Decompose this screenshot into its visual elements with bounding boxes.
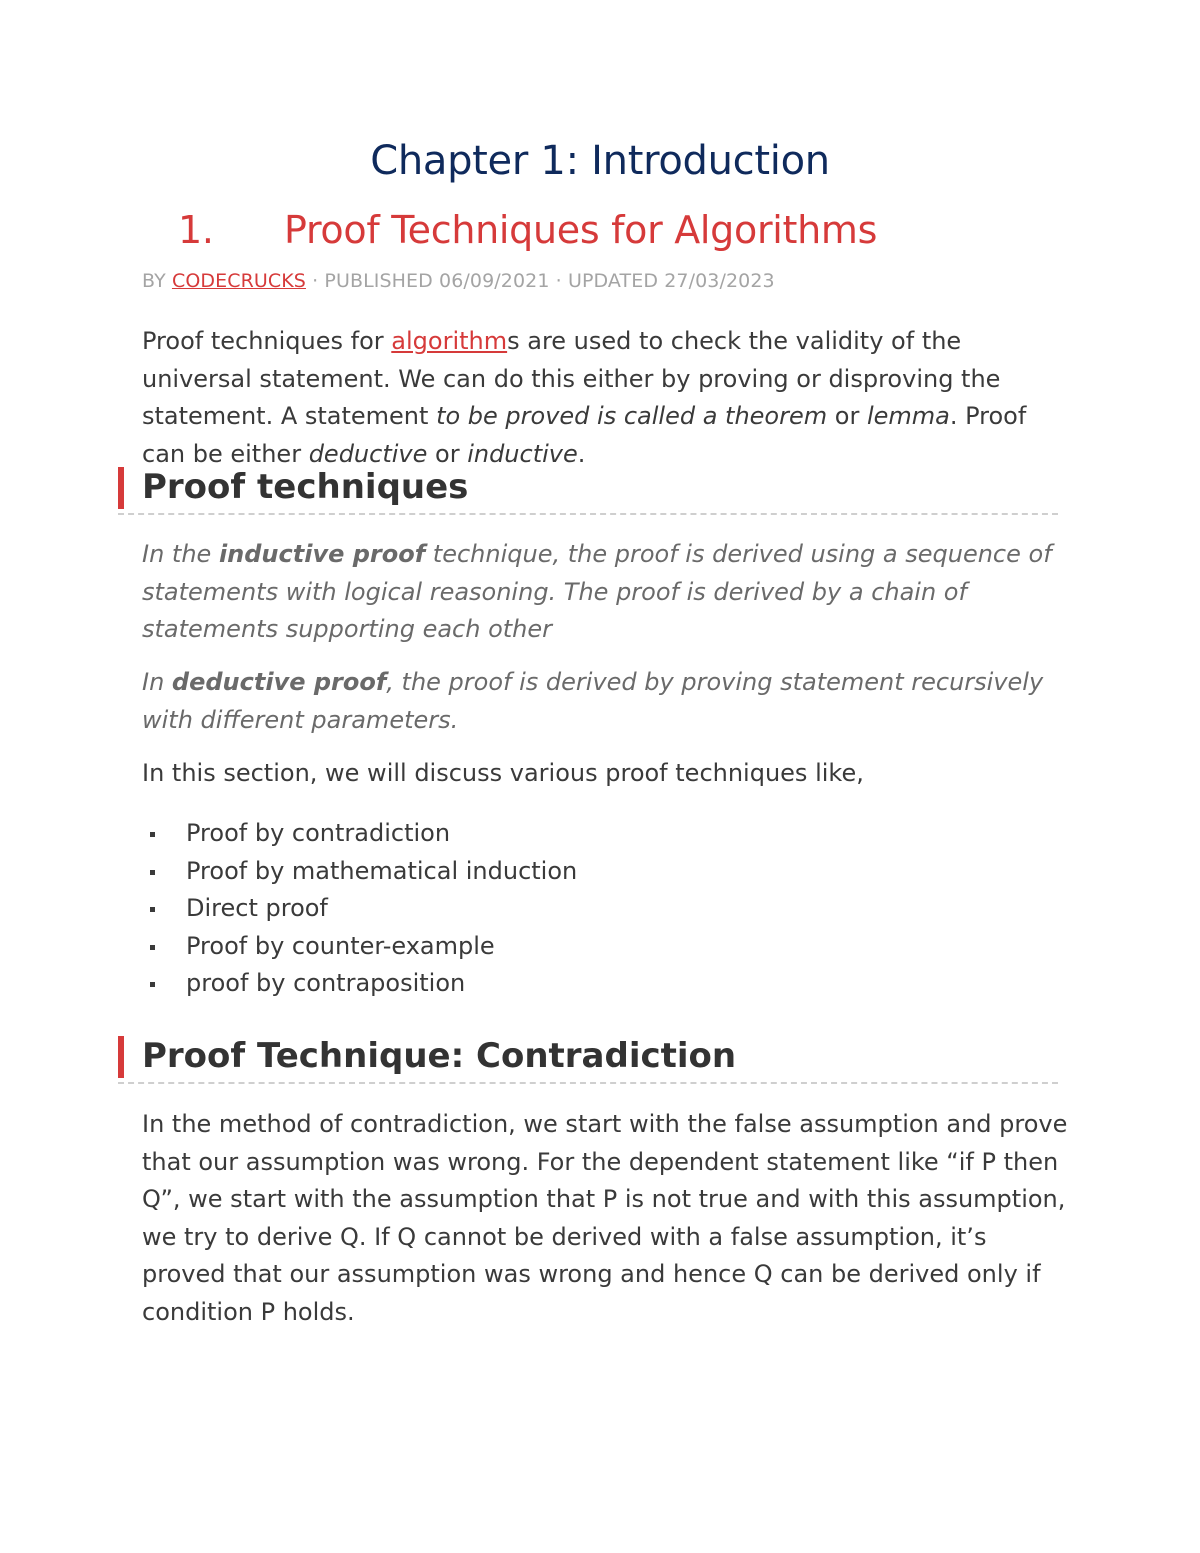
intro-paragraph bbox=[142, 323, 1072, 473]
section-heading-text: Proof Technique: Contradiction bbox=[142, 1036, 737, 1076]
section-heading-contradiction bbox=[118, 1036, 1058, 1084]
inductive-term: inductive proof bbox=[218, 540, 426, 568]
heading-accent-bar bbox=[118, 467, 124, 509]
list-item bbox=[142, 928, 577, 966]
algorithm-link[interactable]: algorithm bbox=[391, 327, 508, 355]
intro-text: or bbox=[827, 402, 867, 431]
article-title-text: Proof Techniques for Algorithms bbox=[284, 208, 878, 252]
deductive-text: , the proof is derived by proving statement recursively with different parameters. bbox=[142, 668, 1044, 734]
list-item-text: Proof by mathematical induction bbox=[186, 856, 578, 885]
meta-by: BY bbox=[142, 270, 172, 292]
bullet-icon bbox=[150, 907, 155, 912]
meta-dates: · PUBLISHED 06/09/2021 · UPDATED 27/03/2023 bbox=[305, 270, 775, 292]
intro-text: . Proof can be either bbox=[142, 402, 1027, 468]
post-meta bbox=[142, 270, 775, 292]
list-item bbox=[142, 815, 577, 853]
inductive-proof-paragraph bbox=[142, 536, 1072, 649]
list-item-text: Proof by counter-example bbox=[186, 931, 495, 960]
intro-text: Proof techniques for bbox=[142, 327, 392, 355]
list-item-text: proof by contraposition bbox=[186, 969, 466, 998]
article-title bbox=[178, 208, 877, 252]
bullet-icon bbox=[150, 982, 155, 987]
deductive-text: In bbox=[142, 668, 172, 696]
bullet-icon bbox=[150, 870, 155, 875]
bullet-icon bbox=[150, 832, 155, 837]
deductive-term: deductive proof bbox=[171, 668, 387, 696]
intro-emphasis: to be proved is called a theorem bbox=[436, 402, 828, 431]
list-item-text: Proof by contradiction bbox=[186, 819, 451, 847]
intro-text: s are used to check the validity of the universal statement. We can do this either by proving or disproving the statement. A statement bbox=[142, 327, 1001, 431]
heading-accent-bar bbox=[118, 1036, 124, 1078]
bullet-icon bbox=[150, 945, 155, 950]
author-link[interactable]: CODECRUCKS bbox=[171, 270, 306, 292]
list-item bbox=[142, 853, 577, 891]
list-item bbox=[142, 890, 577, 928]
contradiction-paragraph: In the method of contradiction, we start with the false assumption and prove that our assumption was wrong. For the dependent statement like “if P then Q”, we start with the assumption that P is not true and with this assumption, we try to derive Q. If Q cannot be derived with a false assumption, it’s proved that our assumption was wrong and hence Q can be derived only if condition P holds. bbox=[142, 1110, 1068, 1326]
techniques-list bbox=[142, 815, 577, 1003]
section-heading-proof-techniques bbox=[118, 467, 1058, 515]
list-item bbox=[142, 965, 577, 1003]
section-heading-text: Proof techniques bbox=[142, 467, 469, 507]
intro-text: . bbox=[577, 439, 586, 468]
intro-emphasis: deductive bbox=[308, 439, 428, 468]
chapter-title: Chapter 1: Introduction bbox=[370, 138, 830, 184]
inductive-text: technique, the proof is derived using a sequence of statements with logical reasoning. The proof is derived by a chain of statements supporting each other bbox=[142, 540, 1052, 644]
intro-emphasis: inductive bbox=[467, 439, 578, 468]
deductive-proof-paragraph bbox=[142, 664, 1072, 739]
intro-emphasis: lemma bbox=[866, 402, 950, 431]
techniques-lead-paragraph: In this section, we will discuss various proof techniques like, bbox=[142, 759, 864, 787]
article-number: 1. bbox=[178, 208, 214, 252]
list-item-text: Direct proof bbox=[186, 894, 328, 923]
inductive-text: In the bbox=[142, 540, 219, 568]
intro-text: or bbox=[427, 439, 468, 468]
